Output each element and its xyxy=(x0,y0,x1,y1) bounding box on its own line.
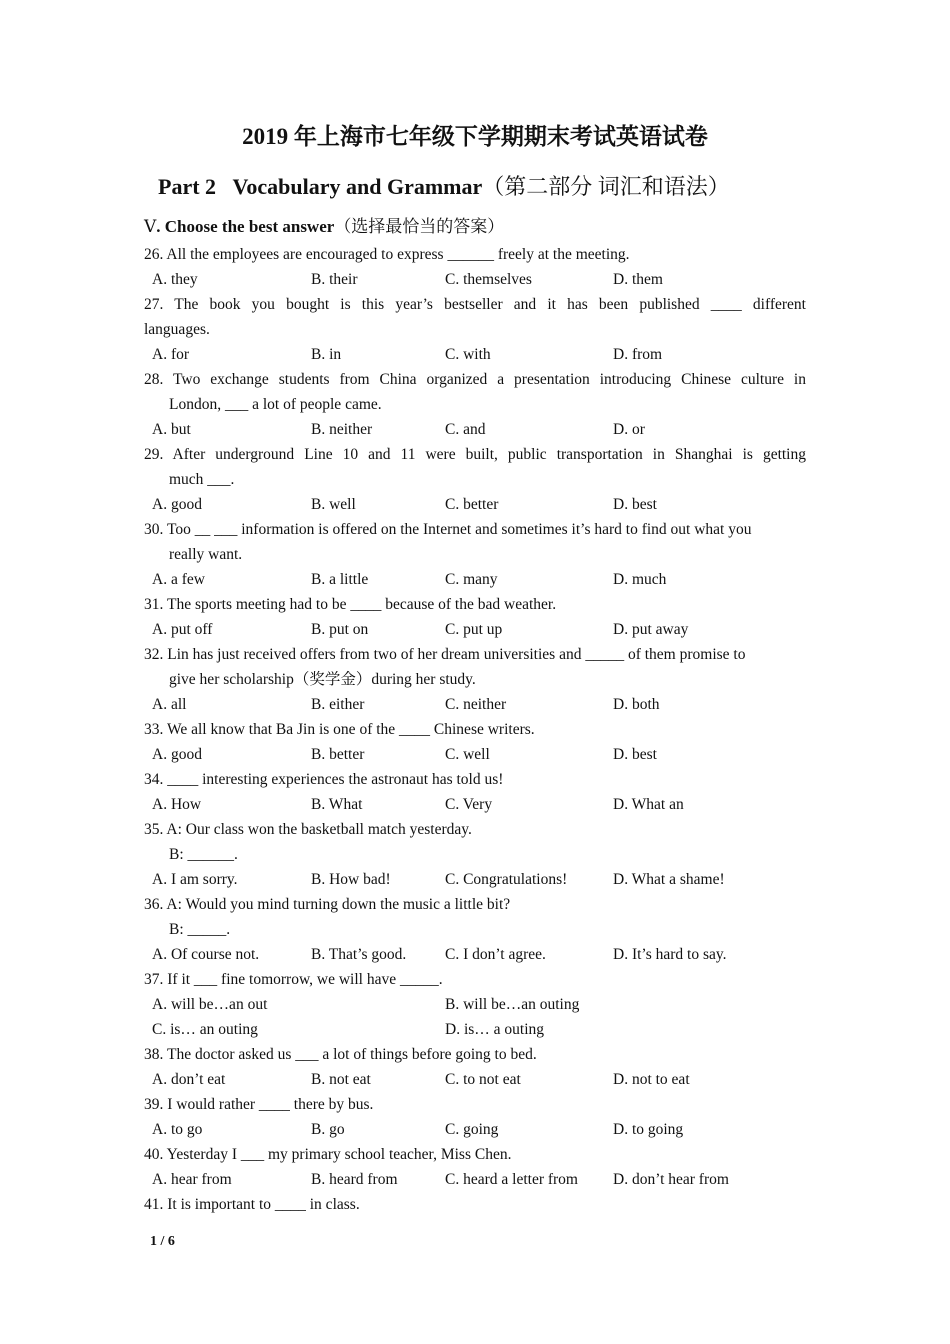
question-38 xyxy=(144,1042,806,1092)
question-33 xyxy=(144,717,806,767)
option-row xyxy=(144,692,806,717)
question-40 xyxy=(144,1142,806,1192)
option-a[interactable]: A. don’t eat xyxy=(152,1071,226,1088)
option-c[interactable]: C. well xyxy=(445,746,490,763)
question-stem: 31. The sports meeting had to be ____ because of the bad weather. xyxy=(144,596,557,613)
option-a[interactable]: A. to go xyxy=(152,1121,203,1138)
question-stem: 34. ____ interesting experiences the astronaut has told us! xyxy=(144,771,504,788)
question-stem: 41. It is important to ____ in class. xyxy=(144,1196,360,1213)
option-c[interactable]: C. better xyxy=(445,496,499,513)
option-c[interactable]: C. to not eat xyxy=(445,1071,521,1088)
option-row xyxy=(144,1017,806,1042)
option-d[interactable]: D. It’s hard to say. xyxy=(613,946,727,963)
option-a[interactable]: A. hear from xyxy=(152,1171,232,1188)
option-a[interactable]: A. a few xyxy=(152,571,205,588)
option-a[interactable]: A. Of course not. xyxy=(152,946,260,963)
option-row xyxy=(144,342,806,367)
option-row xyxy=(144,492,806,517)
question-stem: 30. Too __ ___ information is offered on the Internet and sometimes it’s hard to find out what you xyxy=(144,521,752,538)
option-d[interactable]: D. not to eat xyxy=(613,1071,690,1088)
option-a[interactable]: A. How xyxy=(152,796,202,813)
question-35 xyxy=(144,817,806,892)
option-c[interactable]: C. themselves xyxy=(445,271,532,288)
question-32 xyxy=(144,642,806,717)
option-row xyxy=(144,992,806,1017)
question-stem: 35. A: Our class won the basketball match yesterday. xyxy=(144,821,472,838)
page-number: 1 / 6 xyxy=(150,1234,175,1249)
option-d[interactable]: D. them xyxy=(613,271,663,288)
option-d[interactable]: D. best xyxy=(613,746,657,763)
option-c[interactable]: C. put up xyxy=(445,621,503,638)
option-b[interactable]: B. heard from xyxy=(311,1171,398,1188)
question-34 xyxy=(144,767,806,817)
option-c[interactable]: C. going xyxy=(445,1121,499,1138)
question-stem-cont: much ___. xyxy=(169,471,235,488)
option-d[interactable]: D. is… a outing xyxy=(445,1021,545,1038)
question-27 xyxy=(144,292,806,367)
option-a[interactable]: A. good xyxy=(152,746,202,763)
section-title-cn: （选择最恰当的答案） xyxy=(334,217,505,236)
question-31 xyxy=(144,592,806,642)
option-b[interactable]: B. not eat xyxy=(311,1071,371,1088)
option-c[interactable]: C. heard a letter from xyxy=(445,1171,578,1188)
option-row xyxy=(144,1067,806,1092)
section-number: Ⅴ xyxy=(144,217,157,236)
option-row xyxy=(144,617,806,642)
option-c[interactable]: C. neither xyxy=(445,696,507,713)
question-stem: 40. Yesterday I ___ my primary school teacher, Miss Chen. xyxy=(144,1146,512,1163)
question-41 xyxy=(144,1192,806,1217)
question-stem: 36. A: Would you mind turning down the music a little bit? xyxy=(144,896,511,913)
question-stem: 33. We all know that Ba Jin is one of the ____ Chinese writers. xyxy=(144,721,535,738)
option-a[interactable]: A. but xyxy=(152,421,191,438)
question-30 xyxy=(144,517,806,592)
option-row xyxy=(144,792,806,817)
question-26 xyxy=(144,242,806,292)
option-b[interactable]: B. put on xyxy=(311,621,369,638)
part-heading-en: Part 2 Vocabulary and Grammar xyxy=(158,174,483,199)
option-b[interactable]: B. well xyxy=(311,496,356,513)
section-title: . Choose the best answer xyxy=(156,217,335,236)
option-d[interactable]: D. both xyxy=(613,696,660,713)
option-d[interactable]: D. best xyxy=(613,496,657,513)
option-row xyxy=(144,267,806,292)
part-heading-cn: （第二部分 词汇和语法） xyxy=(482,174,730,199)
option-c[interactable]: C. Very xyxy=(445,796,493,813)
option-b[interactable]: B. What xyxy=(311,796,363,813)
option-c[interactable]: C. I don’t agree. xyxy=(445,946,546,963)
question-stem: 29. After underground Line 10 and 11 were built, public transportation in Shanghai is getting xyxy=(144,446,806,463)
option-c[interactable]: C. Congratulations! xyxy=(445,871,568,888)
question-39 xyxy=(144,1092,806,1142)
question-stem: 38. The doctor asked us ___ a lot of things before going to bed. xyxy=(144,1046,537,1063)
option-b[interactable]: B. better xyxy=(311,746,365,763)
question-stem-cont: really want. xyxy=(169,546,243,563)
option-c[interactable]: C. and xyxy=(445,421,486,438)
option-d[interactable]: D. from xyxy=(613,346,663,363)
option-b[interactable]: B. That’s good. xyxy=(311,946,407,963)
question-stem-cont: give her scholarship（奖学金）during her study. xyxy=(169,671,476,688)
option-d[interactable]: D. or xyxy=(613,421,645,438)
question-stem: 39. I would rather ____ there by bus. xyxy=(144,1096,374,1113)
option-a[interactable]: A. they xyxy=(152,271,198,288)
option-row xyxy=(144,867,806,892)
exam-title: 2019 年上海市七年级下学期期末考试英语试卷 xyxy=(242,124,708,149)
option-d[interactable]: D. to going xyxy=(613,1121,684,1138)
question-stem-cont: languages. xyxy=(144,321,210,338)
option-b[interactable]: B. a little xyxy=(311,571,369,588)
question-stem-cont: B: _____. xyxy=(169,921,231,938)
part-heading xyxy=(158,170,730,201)
option-c[interactable]: C. with xyxy=(445,346,491,363)
option-row xyxy=(144,417,806,442)
option-b[interactable]: B. go xyxy=(311,1121,345,1138)
option-b[interactable]: B. either xyxy=(311,696,365,713)
question-list xyxy=(144,242,806,1217)
option-b[interactable]: B. How bad! xyxy=(311,871,391,888)
option-d[interactable]: D. don’t hear from xyxy=(613,1171,729,1188)
option-a[interactable]: A. all xyxy=(152,696,187,713)
option-a[interactable]: A. will be…an out xyxy=(152,996,268,1013)
question-stem: 32. Lin has just received offers from two of her dream universities and _____ of them promise to xyxy=(144,646,746,663)
option-row xyxy=(144,567,806,592)
option-b[interactable]: B. neither xyxy=(311,421,373,438)
question-stem: 28. Two exchange students from China organized a presentation introducing Chinese culture in xyxy=(144,371,806,388)
question-stem-cont: London, ___ a lot of people came. xyxy=(169,396,382,413)
option-d[interactable]: D. What an xyxy=(613,796,684,813)
option-a[interactable]: A. put off xyxy=(152,621,213,638)
option-a[interactable]: A. for xyxy=(152,346,190,363)
option-c[interactable]: C. many xyxy=(445,571,498,588)
question-36 xyxy=(144,892,806,967)
option-row xyxy=(144,742,806,767)
option-d[interactable]: D. What a shame! xyxy=(613,871,725,888)
section-heading xyxy=(144,212,504,237)
question-stem: 37. If it ___ fine tomorrow, we will have _____. xyxy=(144,971,443,988)
option-b[interactable]: B. their xyxy=(311,271,358,288)
question-28 xyxy=(144,367,806,442)
option-row xyxy=(144,942,806,967)
option-a[interactable]: A. good xyxy=(152,496,202,513)
option-b[interactable]: B. will be…an outing xyxy=(445,996,580,1013)
option-row xyxy=(144,1117,806,1142)
question-stem-cont: B: ______. xyxy=(169,846,238,863)
option-a[interactable]: A. I am sorry. xyxy=(152,871,238,888)
question-37 xyxy=(144,967,806,1042)
option-row xyxy=(144,1167,806,1192)
question-stem: 27. The book you bought is this year’s bestseller and it has been published ____ different xyxy=(144,296,806,313)
option-d[interactable]: D. much xyxy=(613,571,667,588)
option-c[interactable]: C. is… an outing xyxy=(152,1021,258,1038)
question-stem: 26. All the employees are encouraged to express ______ freely at the meeting. xyxy=(144,246,630,263)
question-29 xyxy=(144,442,806,517)
option-b[interactable]: B. in xyxy=(311,346,342,363)
option-d[interactable]: D. put away xyxy=(613,621,689,638)
